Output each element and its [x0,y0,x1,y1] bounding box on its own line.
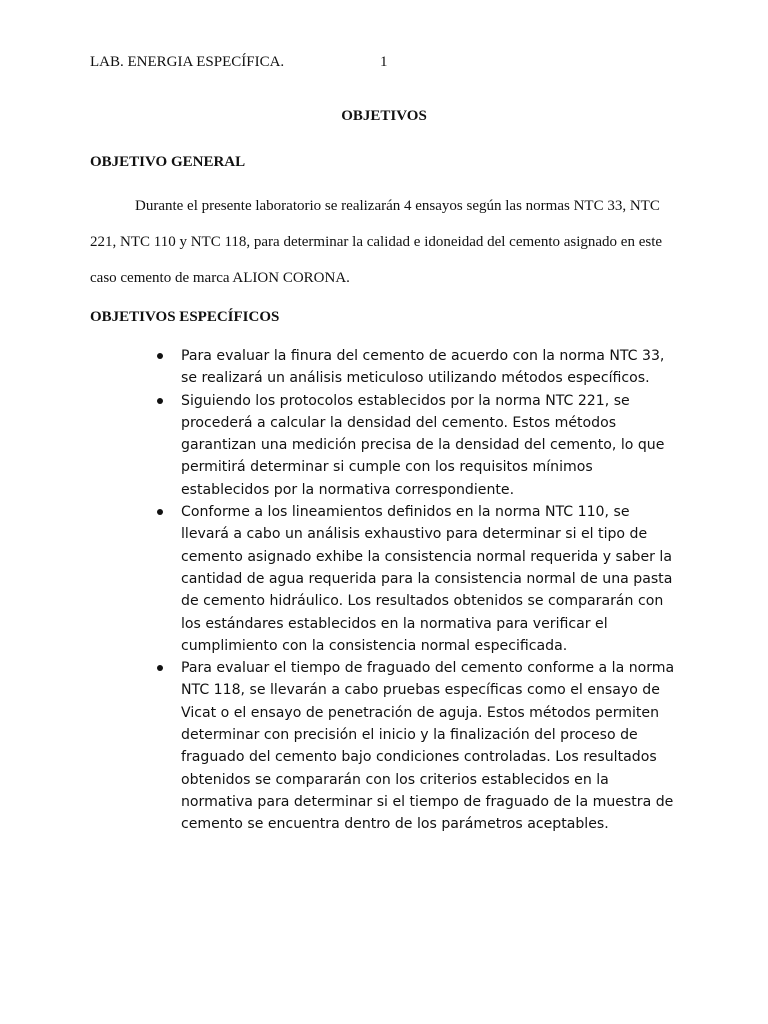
page-number: 1 [380,54,388,70]
running-header-title: LAB. ENERGIA ESPECÍFICA. [90,54,285,70]
page-title: OBJETIVOS [341,108,427,124]
specific-objectives-list [155,345,680,836]
specific-objectives-heading: OBJETIVOS ESPECÍFICOS [90,309,280,325]
bullet-icon [157,509,163,515]
list-item-text: Siguiendo los protocolos establecidos por la norma NTC 221, se procederá a calcular la densidad del cemento. Estos métodos garantizan una medición precisa de la densidad del cemento, lo que permitirá determinar si cumple con los requisitos mínimos establecidos por la normativa correspondiente. [181,392,665,498]
list-item [155,345,680,390]
bullet-icon [157,665,163,671]
list-item-text: Para evaluar la finura del cemento de acuerdo con la norma NTC 33, se realizará un análisis meticuloso utilizando métodos específicos. [181,348,665,387]
general-objective-paragraph: Durante el presente laboratorio se realizarán 4 ensayos según las normas NTC 33, NTC 221, NTC 110 y NTC 118, para determinar la calidad e idoneidad del cemento asignado en este caso cemento de marca ALION CORONA. [90,198,663,286]
list-item-text: Para evaluar el tiempo de fraguado del cemento conforme a la norma NTC 118, se llevarán a cabo pruebas específicas como el ensayo de Vicat o el ensayo de penetración de aguja. Estos métodos permiten determinar con precisión el inicio y la finalización del proceso de fraguado del cemento bajo condiciones controladas. Los resultados obtenidos se compararán con los criterios establecidos en la normativa para determinar si el tiempo de fraguado de la muestra de cemento se encuentra dentro de los parámetros aceptables. [181,660,675,833]
list-item [155,501,680,657]
list-item [155,390,680,501]
list-item [155,657,680,835]
bullet-icon [157,398,163,404]
list-item-text: Conforme a los lineamientos definidos en la norma NTC 110, se llevará a cabo un análisis exhaustivo para determinar si el tipo de cemento asignado exhibe la consistencia normal requerida y saber la cantidad de agua requerida para la consistencia normal de una pasta de cemento hidráulico. Los resultados obtenidos se compararán con los estándares establecidos en la normativa para verificar el cumplimiento con la consistencia normal especificada. [181,504,673,654]
bullet-icon [157,353,163,359]
general-objective-heading: OBJETIVO GENERAL [90,154,246,170]
